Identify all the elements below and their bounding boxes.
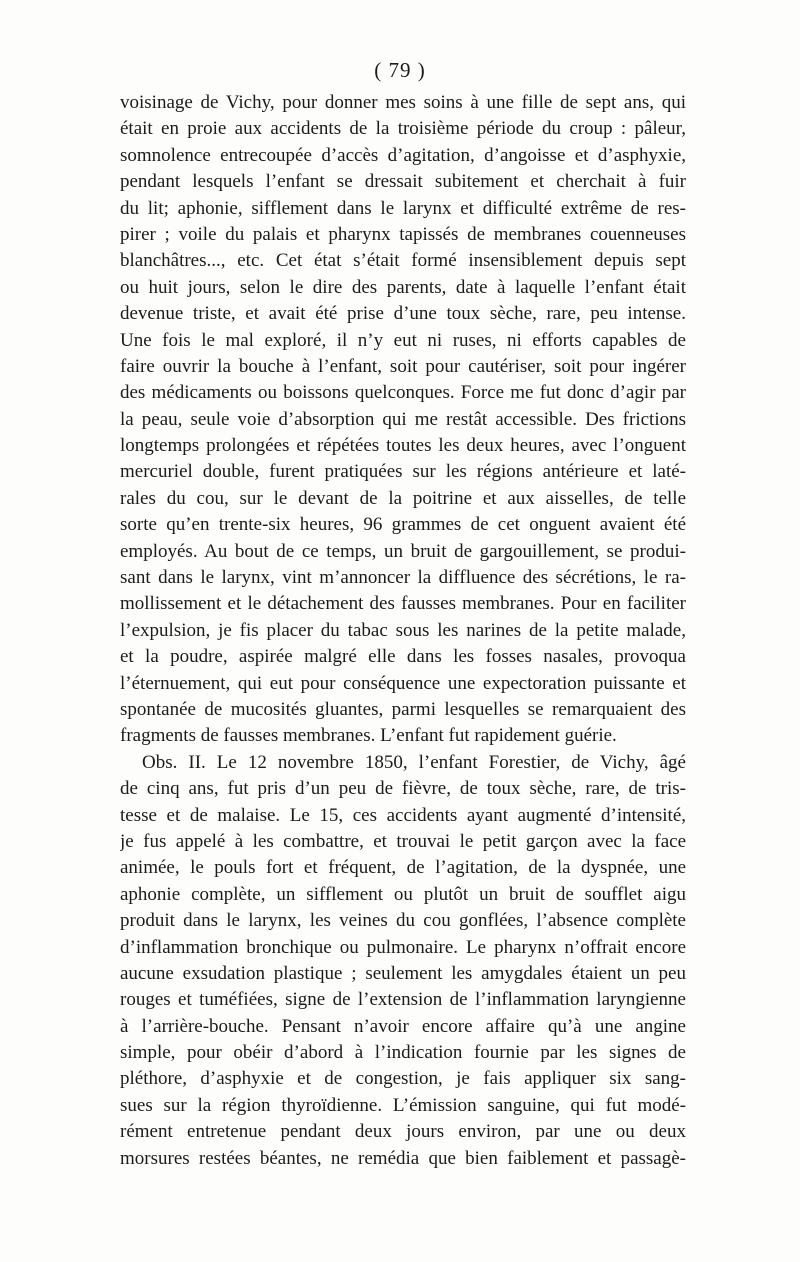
text-line: la peau, seule voie d’absorption qui me restât accessible. Des frictions (120, 408, 686, 430)
text-line: morsures restées béantes, ne remédia que bien faiblement et passagè- (120, 1147, 686, 1169)
page-number: ( 79 ) (374, 58, 426, 82)
text-line: voisinage de Vichy, pour donner mes soins à une fille de sept ans, qui (120, 92, 686, 113)
text-line: employés. Au bout de ce temps, un bruit de gargouillement, se produi- (120, 540, 686, 562)
text-line: tesse et de malaise. Le 15, ces accidents ayant augmenté d’intensité, (120, 804, 686, 826)
text-line: mercuriel double, furent pratiquées sur les régions antérieure et laté- (120, 461, 686, 483)
text-line: animée, le pouls fort et fréquent, de l’agitation, de la dyspnée, une (120, 857, 686, 879)
text-line: à l’arrière-bouche. Pensant n’avoir encore affaire qu’à une angine (120, 1015, 686, 1037)
text-line: pendant lesquels l’enfant se dressait subitement et cherchait à fuir (120, 171, 686, 193)
text-line: sant dans le larynx, vint m’annoncer la diffluence des sécrétions, le ra- (120, 567, 686, 589)
text-line: pirer ; voile du palais et pharynx tapissés de membranes couenneuses (120, 223, 686, 245)
text-line: rouges et tuméfiées, signe de l’extension de l’inflammation laryngienne (120, 989, 686, 1011)
text-line: pléthore, d’asphyxie et de congestion, je fais appliquer six sang- (120, 1068, 686, 1090)
text-line: rément entretenue pendant deux jours environ, par une ou deux (120, 1121, 686, 1143)
text-line: l’éternuement, qui eut pour conséquence une expectoration puissante et (120, 672, 686, 694)
text-line: d’inflammation bronchique ou pulmonaire. Le pharynx n’offrait encore (120, 936, 686, 958)
text-line: fragments de fausses membranes. L’enfant fut rapidement guérie. (120, 725, 617, 747)
text-line: l’expulsion, je fis placer du tabac sous les narines de la petite malade, (120, 619, 686, 641)
text-line: somnolence entrecoupée d’accès d’agitation, d’angoisse et d’asphyxie, (120, 144, 686, 166)
text-line: des médicaments ou boissons quelconques. Force me fut donc d’agir par (120, 382, 686, 404)
text-line: mollissement et le détachement des fausses membranes. Pour en faciliter (120, 593, 686, 615)
text-line: blanchâtres..., etc. Cet état s’était formé insensiblement depuis sept (120, 250, 686, 272)
text-line: Une fois le mal exploré, il n’y eut ni ruses, ni efforts capables de (120, 329, 686, 351)
text-line: du lit; aphonie, sifflement dans le larynx et difficulté extrême de res- (120, 197, 686, 219)
text-line: faire ouvrir la bouche à l’enfant, soit pour cautériser, soit pour ingérer (120, 355, 686, 377)
text-line: devenue triste, et avait été prise d’une toux sèche, rare, peu intense. (120, 303, 686, 325)
text-line: aphonie complète, un sifflement ou plutôt un bruit de soufflet aigu (120, 883, 686, 905)
text-line: de cinq ans, fut pris d’un peu de fièvre, de toux sèche, rare, de tris- (120, 778, 686, 800)
text-line: Obs. II. Le 12 novembre 1850, l’enfant Forestier, de Vichy, âgé (142, 751, 686, 773)
text-line: simple, pour obéir d’abord à l’indication fournie par les signes de (120, 1042, 686, 1064)
text-line: rales du cou, sur le devant de la poitrine et aux aisselles, de telle (120, 487, 686, 509)
text-line: sues sur la région thyroïdienne. L’émission sanguine, qui fut modé- (120, 1094, 686, 1116)
text-line: ou huit jours, selon le dire des parents, date à laquelle l’enfant était (120, 276, 686, 298)
text-line: spontanée de mucosités gluantes, parmi lesquelles se remarquaient des (120, 698, 686, 720)
text-line: sorte qu’en trente-six heures, 96 grammes de cet onguent avaient été (120, 514, 686, 536)
text-line: était en proie aux accidents de la troisième période du croup : pâleur, (120, 118, 686, 140)
text-line: aucune exsudation plastique ; seulement les amygdales étaient un peu (120, 962, 686, 984)
body-text (120, 90, 686, 1172)
text-line: je fus appelé à les combattre, et trouvai le petit garçon avec la face (120, 830, 686, 852)
text-line: et la poudre, aspirée malgré elle dans les fosses nasales, provoqua (120, 646, 686, 668)
text-line: produit dans le larynx, les veines du cou gonflées, l’absence complète (120, 910, 686, 932)
text-line: longtemps prolongées et répétées toutes les deux heures, avec l’onguent (120, 435, 686, 457)
